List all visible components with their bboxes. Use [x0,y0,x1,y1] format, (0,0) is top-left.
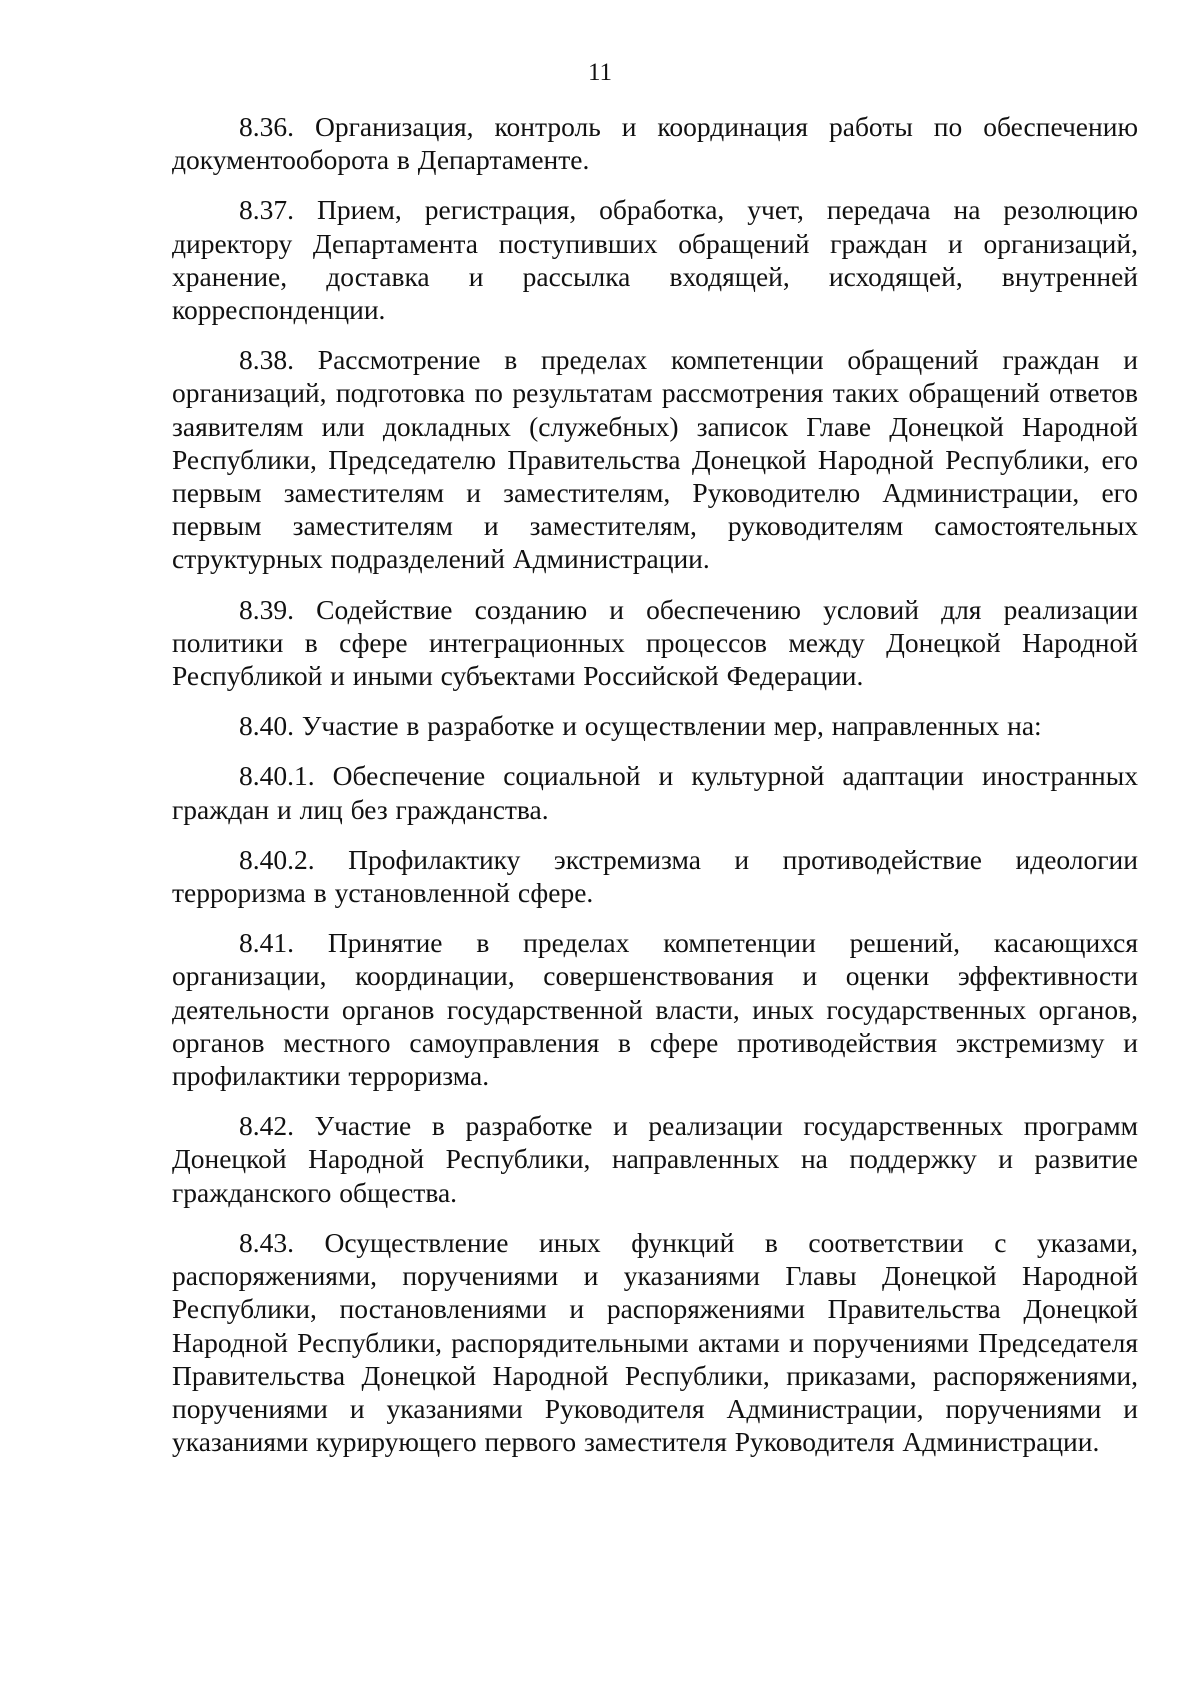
paragraph-8-40-2 [172,843,1138,909]
paragraph-number: 8.40.1. [239,760,315,792]
paragraph-8-40 [172,709,1138,742]
paragraph-text: Содействие созданию и обеспечению условий для реализации политики в сфере интеграционных процессов между Донецкой Народной Республикой и иными субъектами Российской Федерации. [172,593,1138,692]
paragraph-text: Обеспечение социальной и культурной адаптации иностранных граждан и лиц без гражданства. [172,760,1138,825]
paragraph-number: 8.37. [239,194,294,226]
paragraph-number: 8.40. [239,710,294,742]
paragraph-text: Рассмотрение в пределах компетенции обращений граждан и организаций, подготовка по результатам рассмотрения таких обращений ответов заявителям или докладных (служебных) записок Главе Донецкой Народной Республики, Председателю Правительства Донецкой Народной Республики, его первым заместителям и заместителям, Руководителю Администрации, его первым заместителям и заместителям, руководителям самостоятельных структурных подразделений Администрации. [172,344,1138,575]
paragraph-8-36 [172,110,1138,176]
paragraph-text: Осуществление иных функций в соответствии с указами, распоряжениями, поручениями и указаниями Главы Донецкой Народной Республики, постановлениями и распоряжениями Правительства Донецкой Народной Республики, распорядительными актами и поручениями Председателя Правительства Донецкой Народной Республики, приказами, распоряжениями, поручениями и указаниями Руководителя Администрации, поручениями и указаниями курирующего первого заместителя Руководителя Администрации. [172,1226,1139,1458]
paragraph-number: 8.36. [239,111,294,142]
document-body [172,110,1138,1475]
paragraph-number: 8.38. [239,344,294,376]
paragraph-text: Принятие в пределах компетенции решений, касающихся организации, координации, совершенствования и оценки эффективности деятельности органов государственной власти, иных государственных органов, органов местного самоуправления в сфере противодействия экстремизму и профилактики терроризма. [172,927,1139,1092]
paragraph-number: 8.43. [239,1226,294,1258]
paragraph-number: 8.40.2. [239,843,315,875]
paragraph-8-40-1 [172,759,1138,825]
paragraph-number: 8.41. [239,927,294,959]
paragraph-8-42 [172,1109,1138,1209]
paragraph-number: 8.42. [239,1110,294,1142]
paragraph-8-39 [172,593,1138,693]
paragraph-number: 8.39. [239,593,294,625]
paragraph-text: Участие в разработке и реализации государственных программ Донецкой Народной Республики, направленных на поддержку и развитие гражданского общества. [172,1110,1138,1208]
paragraph-text: Организация, контроль и координация работы по обеспечению документооборота в Департаменте. [172,111,1138,176]
paragraph-8-41 [172,926,1138,1092]
paragraph-text: Участие в разработке и осуществлении мер, направленных на: [301,710,1042,742]
page-number: 11 [587,59,613,86]
paragraph-text: Прием, регистрация, обработка, учет, передача на резолюцию директору Департамента поступивших обращений граждан и организаций, хранение, доставка и рассылка входящей, исходящей, внутренней корреспонденции. [172,194,1138,326]
paragraph-8-38 [172,343,1138,575]
paragraph-text: Профилактику экстремизма и противодействие идеологии терроризма в установленной сфере. [172,843,1138,909]
paragraph-8-37 [172,193,1138,326]
paragraph-8-43 [172,1226,1138,1458]
